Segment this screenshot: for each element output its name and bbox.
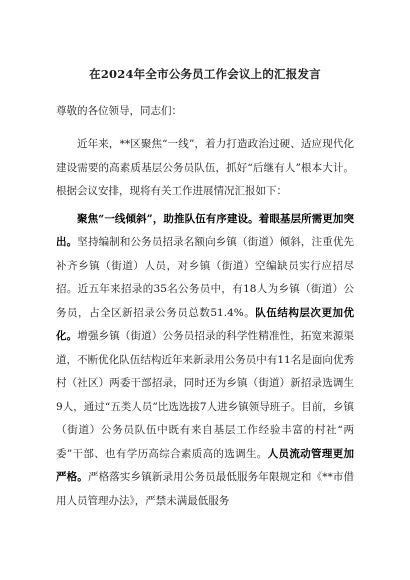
section-1-text-2: 增强乡镇（街道）公务员招录的科学性精准性，拓宽来源渠道，不断优化队伍结构近年来新录用公务员中有11名是面向优秀村（社区）两委干部招录，同时还为乡镇（街道）新招录选调生9人，通过“五类人员”比选选拔7人进乡镇领导班子。目前，乡镇（街道）公务员队伍中既有来自基层工作经验丰富的村社“两委”干部、也有学历高综合素质高的选调生。 [56, 330, 354, 460]
salutation: 尊敬的各位领导，同志们： [56, 105, 182, 117]
section-1-text-1: 坚持编制和公务员招录名额向乡镇（街道）倾斜，注重优先补齐乡镇（街道）人员，对乡镇（街道）空编缺员实行应招尽招。近五年来招录的35名公务员中，有18人为乡镇（街道）公务员，占全区新招录公务员总数51.4%。 [56, 236, 354, 319]
section-1-paragraph [56, 208, 354, 514]
section-1-subhead-3: 人员流动管理更加严格。 [56, 447, 355, 483]
section-1-subhead-2: 队伍结构层次更加优化。 [56, 306, 355, 342]
section-1-subhead-1: 着眼基层所需更加突出。 [56, 212, 354, 248]
document-title: 在2024年全市公务员工作会议上的汇报发言 [89, 67, 321, 81]
intro-paragraph: 近年来，**区聚焦“一线”，着力打造政治过硬、适应现代化建设需要的高素质基层公务员队伍，抓好“后继有人”根本大计。根据会议安排，现将有关工作进展情况汇报如下： [56, 138, 354, 197]
section-1-text-3: 严格落实乡镇新录用公务员最低服务年限规定和《**市借用人员管理办法》，严禁未满最低服务 [56, 471, 355, 507]
section-1-heading: 聚焦“一线倾斜”，助推队伍有序建设。 [77, 212, 259, 225]
